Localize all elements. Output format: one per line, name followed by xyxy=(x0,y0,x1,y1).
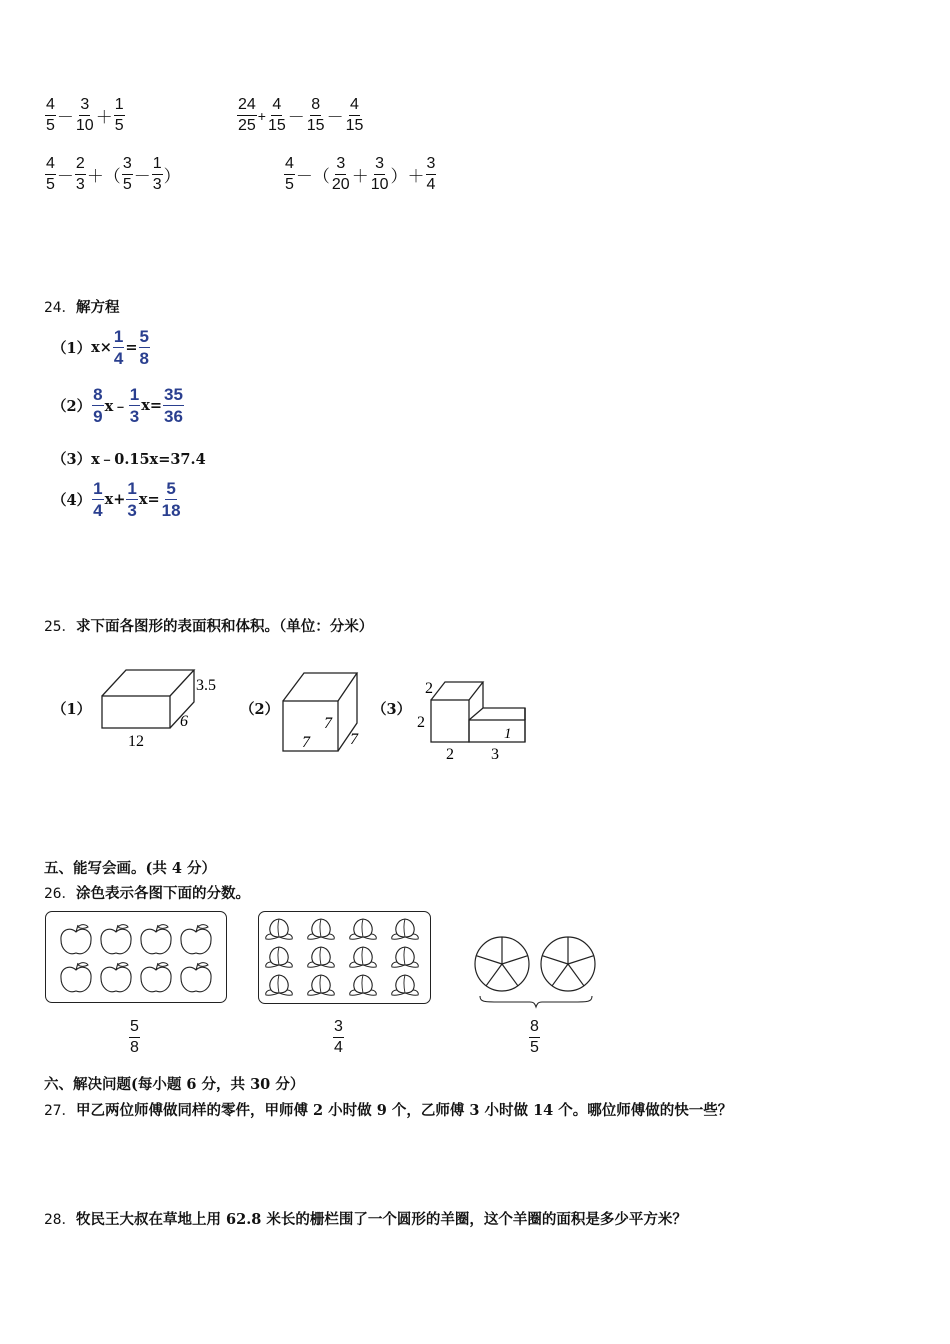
fraction-label-1: $\frac{5}{8}$ xyxy=(130,1018,139,1056)
peach-icon xyxy=(392,975,419,995)
fraction: $\frac{1}{3}$ xyxy=(152,155,162,193)
fraction: $\frac{3}{10}$ xyxy=(75,96,94,134)
apple-icon xyxy=(141,925,171,954)
apple-icon xyxy=(101,963,131,992)
equation-1: （1） x× $\frac{1}{4}$ = $\frac{5}{8}$ xyxy=(52,327,149,368)
fraction: $\frac{3}{10}$ xyxy=(370,155,389,193)
fraction: $\frac{1}{5}$ xyxy=(114,96,124,134)
cuboid-width: 6 xyxy=(180,713,188,730)
solid-depth-dim: 1 xyxy=(504,726,512,742)
solid-bottom-left-dim: 2 xyxy=(446,746,454,763)
fraction: $\frac{2}{3}$ xyxy=(75,155,85,193)
peaches-box xyxy=(258,911,431,1004)
fraction: $\frac{4}{5}$ xyxy=(285,155,294,193)
peach-icon xyxy=(308,947,335,967)
expression-2: $\frac{24}{25}$ + $\frac{4}{15}$ － $\frac{8}{15}$ － $\frac{4}{15}$ xyxy=(238,96,364,134)
question-27: 27．甲乙两位师傅做同样的零件，甲师傅 2 小时做 9 个，乙师傅 3 小时做 14 个。哪位师傅做的快一些？ xyxy=(44,1102,733,1119)
apple-icon xyxy=(181,925,211,954)
peach-icon xyxy=(350,947,377,967)
peach-icon xyxy=(308,975,335,995)
section-5-title: 五、能写会画。(共 4 分） xyxy=(44,860,217,877)
peach-icon xyxy=(266,919,293,939)
apple-icon xyxy=(101,925,131,954)
fraction: $\frac{4}{15}$ xyxy=(345,96,364,134)
peach-icon xyxy=(266,975,293,995)
equation-4: （4） $\frac{1}{4}$ x+ $\frac{1}{3}$ x= $\frac{5}{18}$ xyxy=(52,479,181,520)
fraction-label-2: $\frac{3}{4}$ xyxy=(334,1018,343,1056)
expression-1: $\frac{4}{5}$ － $\frac{3}{10}$ ＋ $\frac{1}{5}$ xyxy=(46,96,124,134)
cube-edge-b: 7 xyxy=(324,715,332,732)
fraction: $\frac{4}{5}$ xyxy=(46,155,55,193)
fraction: $\frac{4}{5}$ xyxy=(46,96,55,134)
combined-solid-figure xyxy=(415,676,530,764)
expression-3: $\frac{4}{5}$ － $\frac{2}{3}$ ＋（ $\frac{3}{5}$ － $\frac{1}{3}$ ） xyxy=(46,155,181,193)
figure-2-label: （2） xyxy=(240,701,280,718)
section-6-title: 六、解决问题(每小题 6 分，共 30 分） xyxy=(44,1076,305,1093)
cuboid-height: 3.5 xyxy=(196,677,216,694)
fraction: $\frac{4}{15}$ xyxy=(267,96,286,134)
fraction: $\frac{24}{25}$ xyxy=(238,96,256,134)
cube-edge-a: 7 xyxy=(302,734,310,751)
figure-1-label: （1） xyxy=(52,701,92,718)
fraction: $\frac{3}{4}$ xyxy=(426,155,436,193)
question-24-title: 24．解方程 xyxy=(44,299,120,316)
figure-3-label: （3） xyxy=(372,701,412,718)
equation-3: （3）x﹣0.15x=37.4 xyxy=(52,451,206,468)
apple-icon xyxy=(61,963,91,992)
equation-2: （2） $\frac{8}{9}$ x﹣ $\frac{1}{3}$ x= $\frac{35}{36}$ xyxy=(52,385,183,426)
cube-figure xyxy=(280,670,375,760)
fraction-label-3: $\frac{8}{5}$ xyxy=(530,1018,539,1056)
question-28: 28．牧民王大叔在草地上用 62.8 米长的栅栏围了一个圆形的羊圈，这个羊圈的面积是多少平方米？ xyxy=(44,1211,687,1228)
fraction: $\frac{3}{20}$ xyxy=(331,155,350,193)
peach-icon xyxy=(350,919,377,939)
apple-icon xyxy=(181,963,211,992)
solid-bottom-right-dim: 3 xyxy=(491,746,499,763)
solid-left-dim: 2 xyxy=(417,714,425,731)
peach-icon xyxy=(308,919,335,939)
peach-icon xyxy=(350,975,377,995)
question-25-title: 25．求下面各图形的表面积和体积。（单位：分米） xyxy=(44,618,374,635)
question-26-title: 26．涂色表示各图下面的分数。 xyxy=(44,885,250,902)
peach-icon xyxy=(266,947,293,967)
cuboid-figure xyxy=(100,664,230,754)
cube-edge-c: 7 xyxy=(350,731,358,748)
apple-icon xyxy=(61,925,91,954)
circles-figure xyxy=(470,934,600,1010)
apple-icon xyxy=(141,963,171,992)
cuboid-length: 12 xyxy=(128,733,144,750)
peach-icon xyxy=(392,947,419,967)
expression-4: $\frac{4}{5}$ －（ $\frac{3}{20}$ ＋ $\frac{3}{10}$ ）＋ $\frac{3}{4}$ xyxy=(285,155,436,193)
solid-top-dim: 2 xyxy=(425,680,433,697)
peach-icon xyxy=(392,919,419,939)
fraction: $\frac{8}{15}$ xyxy=(306,96,325,134)
apples-box xyxy=(45,911,227,1003)
fraction: $\frac{3}{5}$ xyxy=(122,155,132,193)
